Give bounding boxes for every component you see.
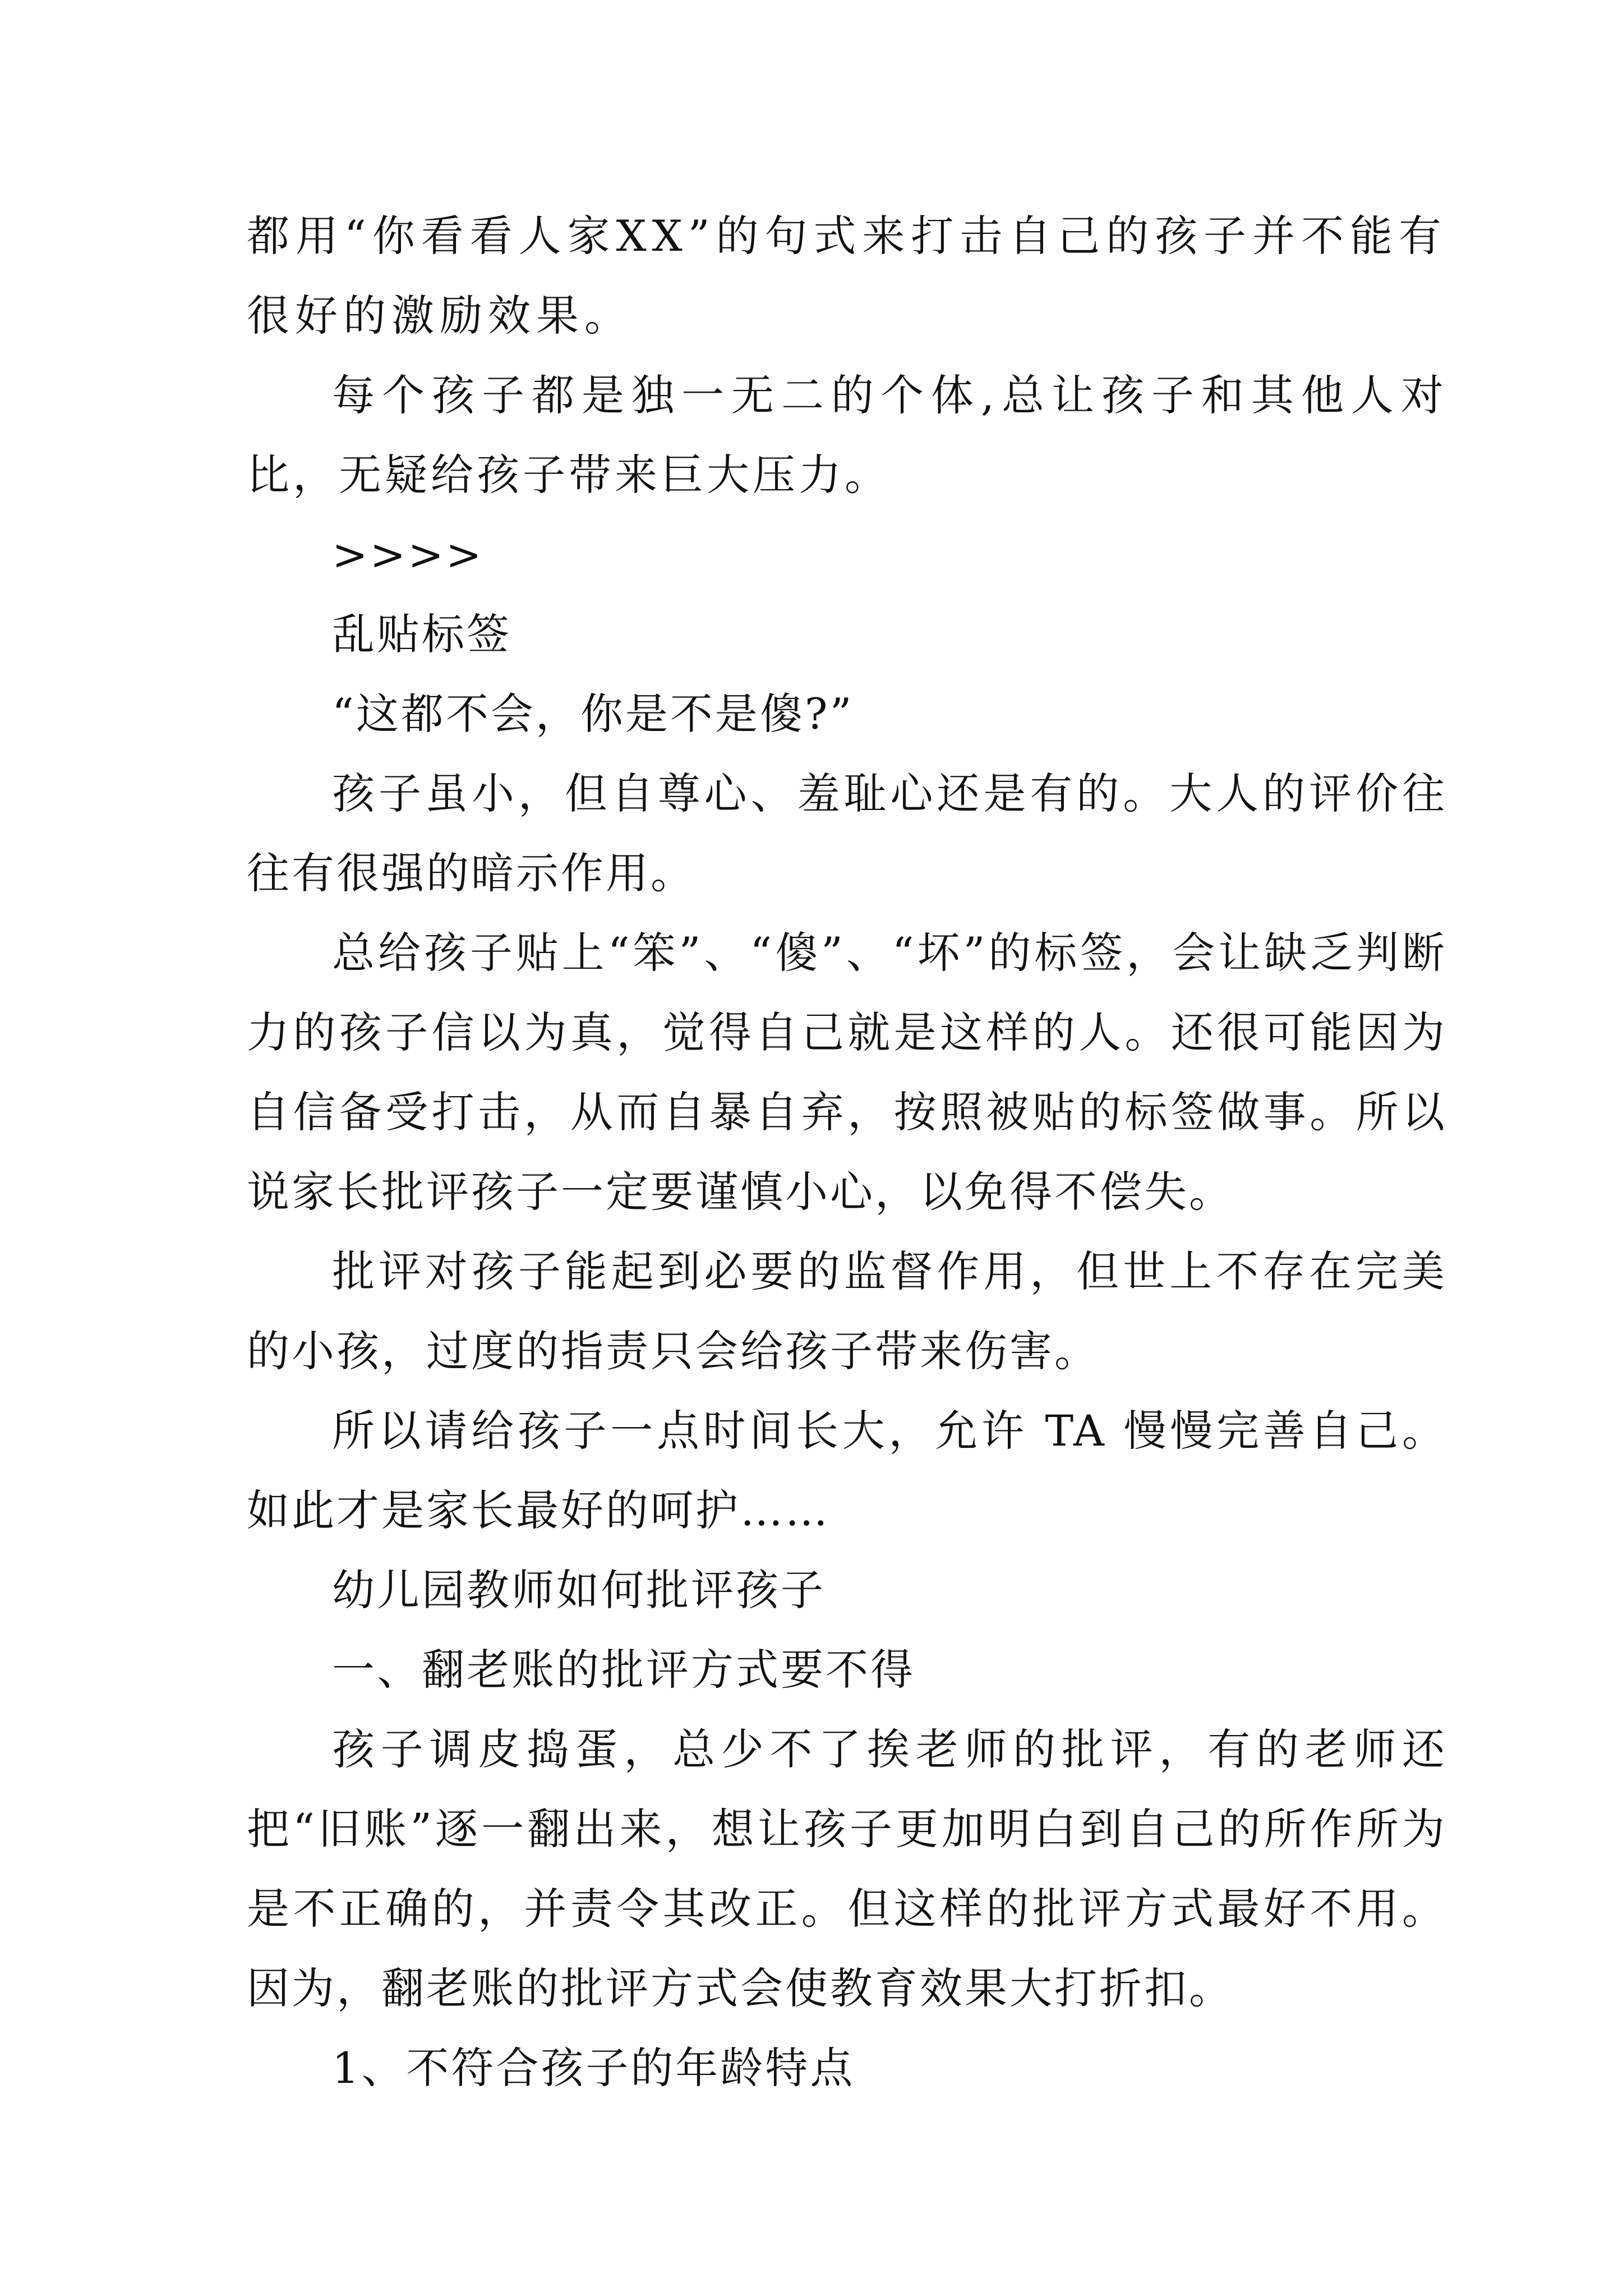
paragraph-labels-effect: 总给孩子贴上“笨”、“傻”、“坏”的标签，会让缺乏判断力的孩子信以为真，觉得自己就是这样的人。还很可能因为自信备受打击，从而自暴自弃，按照被贴的标签做事。所以说家长批评孩子一定要谨慎小心，以免得不偿失。 bbox=[247, 928, 1447, 1217]
paragraph-self-esteem: 孩子虽小，但自尊心、羞耻心还是有的。大人的评价往往有很强的暗示作用。 bbox=[247, 769, 1447, 898]
paragraph-criticism-role: 批评对孩子能起到必要的监督作用，但世上不存在完美的小孩，过度的指责只会给孩子带来伤害。 bbox=[247, 1246, 1447, 1376]
section-heading-kindergarten: 幼儿园教师如何批评孩子 bbox=[332, 1565, 826, 1615]
paragraph-unique-child: 每个孩子都是独一无二的个体,总让孩子和其他人对比，无疑给孩子带来巨大压力。 bbox=[247, 370, 1447, 500]
subheading-age-traits: 1、不符合孩子的年龄特点 bbox=[332, 2043, 855, 2093]
paragraph-comparison-effect: 都用“你看看人家XX”的句式来打击自己的孩子并不能有很好的激励效果。 bbox=[247, 211, 1447, 341]
document-body bbox=[247, 196, 1447, 2108]
paragraph-old-accounts: 孩子调皮捣蛋，总少不了挨老师的批评，有的老师还把“旧账”逐一翻出来，想让孩子更加明白到自己的所作所为是不正确的，并责令其改正。但这样的批评方式最好不用。因为，翻老账的批评方式会使教育效果大打折扣。 bbox=[247, 1724, 1447, 2013]
section-marker: >>>> bbox=[332, 530, 484, 579]
paragraph-give-time: 所以请给孩子一点时间长大，允许 TA 慢慢完善自己。如此才是家长最好的呵护…… bbox=[247, 1406, 1447, 1535]
section-heading-labels: 乱贴标签 bbox=[332, 609, 511, 659]
paragraph-quote: “这都不会，你是不是傻?” bbox=[332, 689, 854, 739]
subheading-old-accounts: 一、翻老账的批评方式要不得 bbox=[332, 1645, 915, 1695]
